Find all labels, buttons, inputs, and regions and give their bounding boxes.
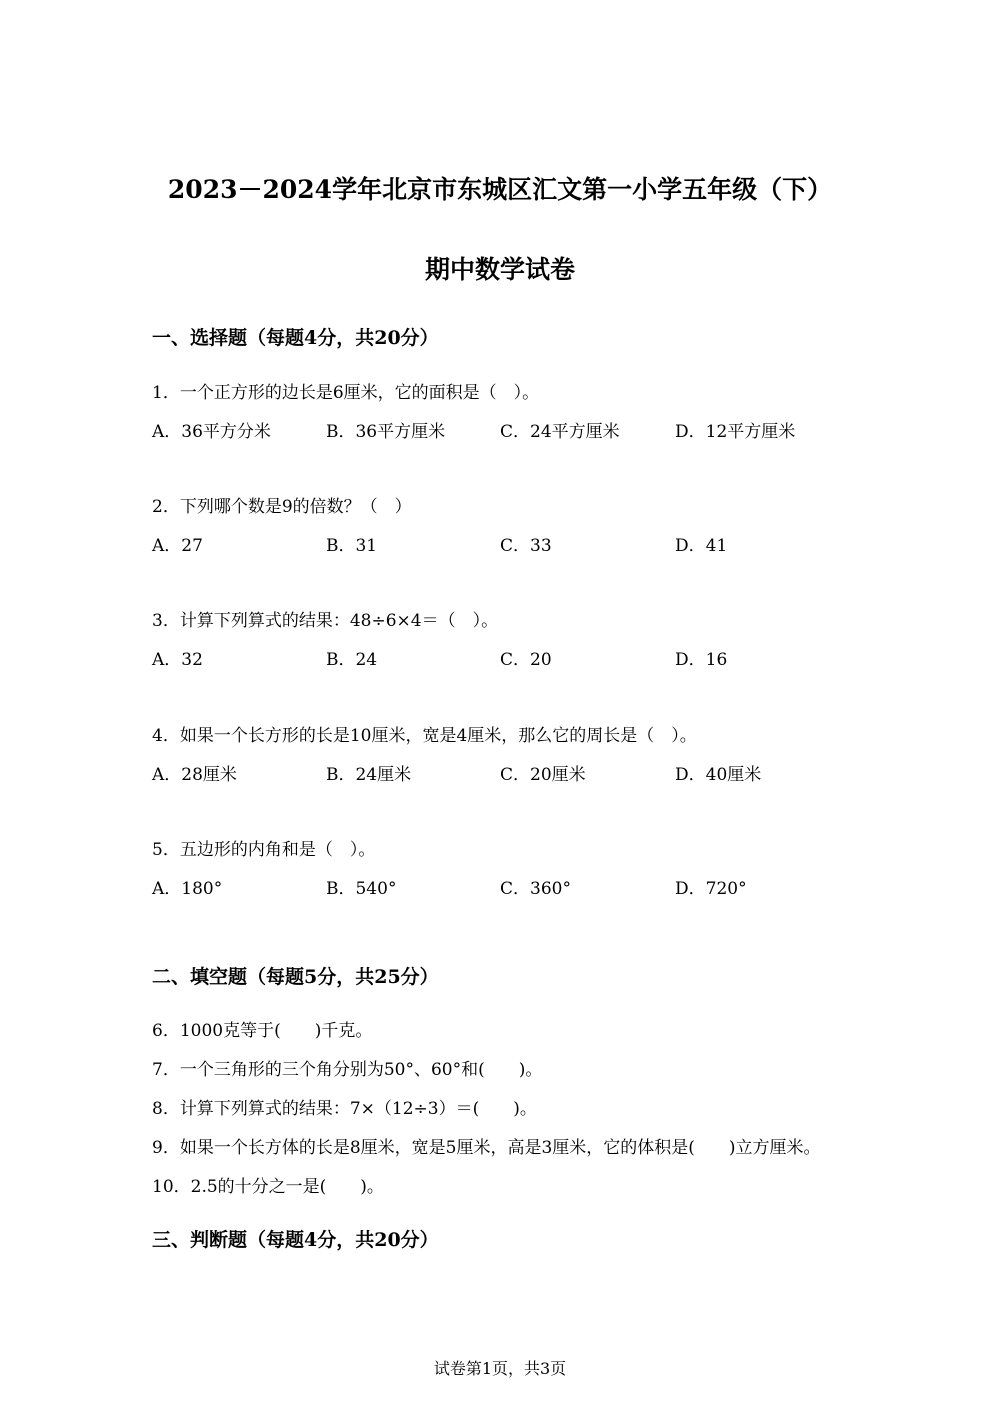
section-heading-choice: 一、选择题（每题4分，共20分） xyxy=(152,327,439,349)
question-9: 9．如果一个长方体的长是8厘米，宽是5厘米，高是3厘米，它的体积是( )立方厘米。 xyxy=(152,1138,821,1158)
option-b: B．36平方厘米 xyxy=(326,422,446,442)
question-6: 6．1000克等于( )千克。 xyxy=(152,1021,373,1041)
option-c: C．33 xyxy=(500,536,552,556)
option-b: B．24 xyxy=(326,650,378,670)
question-4: 4．如果一个长方形的长是10厘米，宽是4厘米，那么它的周长是（ ）。 xyxy=(152,726,697,746)
option-a: A．36平方分米 xyxy=(152,422,271,442)
option-c: C．20厘米 xyxy=(500,765,586,785)
question-7: 7．一个三角形的三个角分别为50°、60°和( )。 xyxy=(152,1060,543,1080)
section-heading-true-false: 三、判断题（每题4分，共20分） xyxy=(152,1229,439,1251)
question-10: 10．2.5的十分之一是( )。 xyxy=(152,1177,384,1197)
section-heading-fill-in: 二、填空题（每题5分，共25分） xyxy=(152,966,439,988)
exam-title-line2: 期中数学试卷 xyxy=(424,255,575,284)
option-a: A．180° xyxy=(152,879,223,899)
question-8: 8．计算下列算式的结果：7×（12÷3）＝( )。 xyxy=(152,1099,537,1119)
option-a: A．32 xyxy=(152,650,203,670)
option-b: B．24厘米 xyxy=(326,765,412,785)
question-3: 3．计算下列算式的结果：48÷6×4＝（ ）。 xyxy=(152,611,499,631)
option-b: B．540° xyxy=(326,879,397,899)
option-d: D．12平方厘米 xyxy=(675,422,796,442)
option-a: A．28厘米 xyxy=(152,765,237,785)
page-footer: 试卷第1页，共3页 xyxy=(433,1359,567,1378)
option-d: D．40厘米 xyxy=(675,765,762,785)
option-c: C．360° xyxy=(500,879,571,899)
option-c: C．24平方厘米 xyxy=(500,422,620,442)
exam-title-line1: 2023－2024学年北京市东城区汇文第一小学五年级（下） xyxy=(167,175,833,204)
question-2: 2．下列哪个数是9的倍数？（ ） xyxy=(152,497,412,517)
question-5: 5．五边形的内角和是（ ）。 xyxy=(152,840,376,860)
option-d: D．41 xyxy=(675,536,728,556)
option-b: B．31 xyxy=(326,536,378,556)
option-d: D．16 xyxy=(675,650,728,670)
option-c: C．20 xyxy=(500,650,552,670)
question-1: 1．一个正方形的边长是6厘米，它的面积是（ ）。 xyxy=(152,383,540,403)
option-a: A．27 xyxy=(152,536,203,556)
option-d: D．720° xyxy=(675,879,747,899)
